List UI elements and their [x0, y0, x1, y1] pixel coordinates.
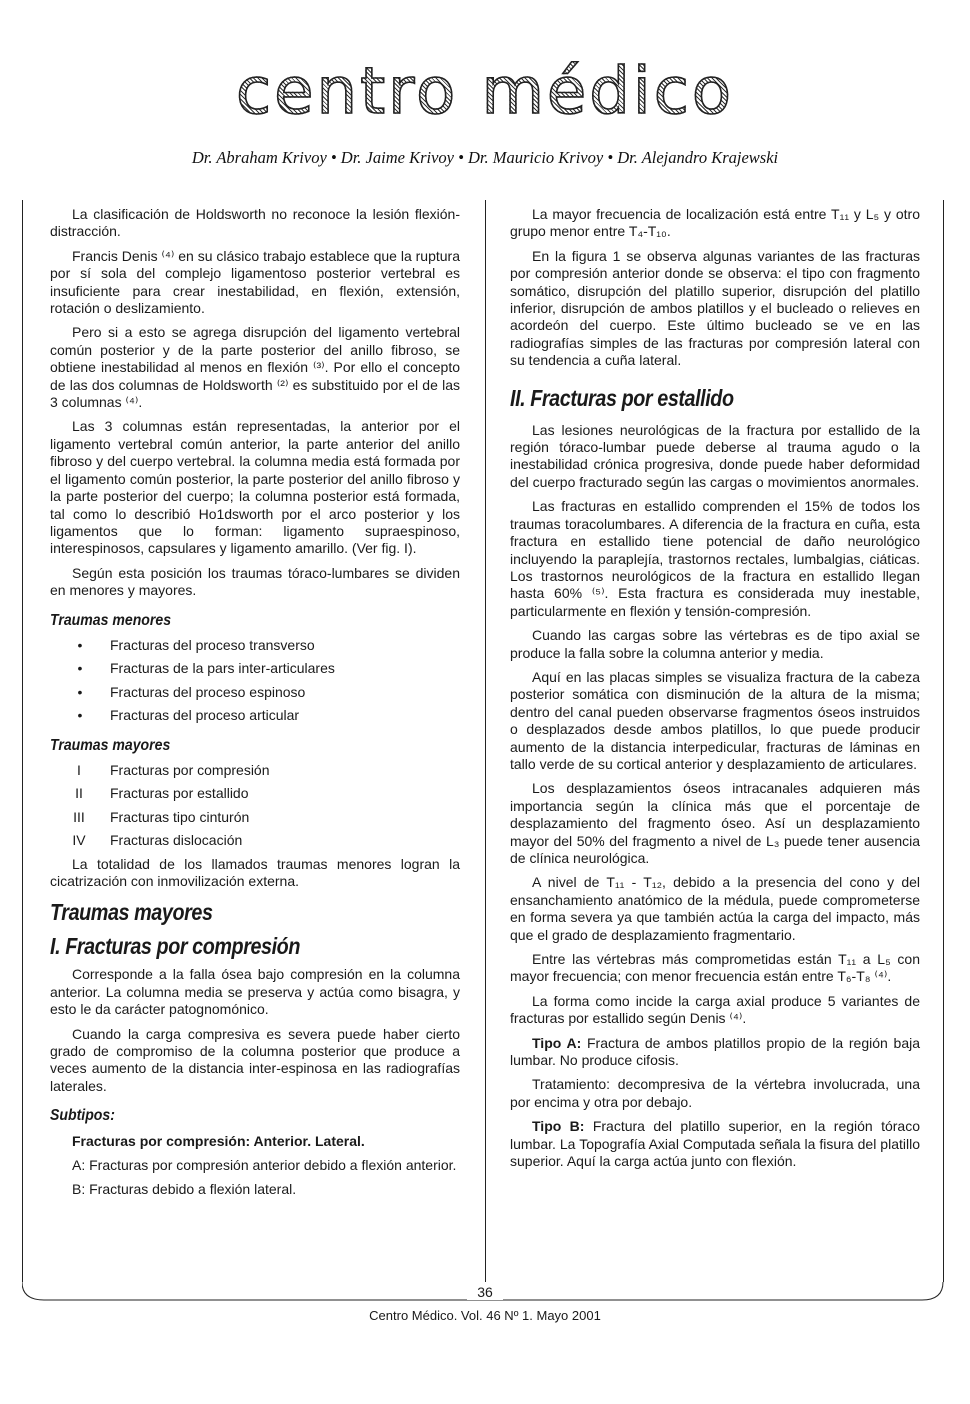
paragraph: Francis Denis ⁽⁴⁾ en su clásico trabajo establece que la ruptura por sí sola del complejo ligamentoso posterior vertebral es insuficiente para crear inestabilidad, en flexión, extensión, rotación o deslizamiento.	[50, 247, 460, 317]
list-item: • Fracturas de la pars inter-articulares	[50, 660, 460, 677]
paragraph: Fracturas por compresión: Anterior. Lateral.	[72, 1132, 365, 1149]
paragraph: La forma como incide la carga axial produce 5 variantes de fracturas por estallido según Denis ⁽⁴⁾.	[510, 992, 920, 1027]
paragraph: Las 3 columnas están representadas, la anterior por el ligamento vertebral común anterior, la parte anterior del anillo fibroso y del cuerpo vertebral. la columna media está formada por el ligamento común posterior, la parte posterior del anillo fibroso y la parte posterior del cuerpo; la columna posterior está formada, tal como lo describió Ho1dsworth por el arco posterior y los ligamentos que lo forman: ligamento supraespinoso, interespinosos, capsulares y ligamento amarillo. (Ver fig. I).	[50, 418, 460, 557]
bullet-marker: •	[77, 636, 83, 653]
list-item: • Fracturas del proceso articular	[50, 707, 460, 724]
left-column	[50, 206, 460, 1206]
journal-title: centro médico	[235, 55, 735, 129]
paragraph: Cuando las cargas sobre las vértebras es de tipo axial se produce la falla sobre la columna anterior y media.	[510, 627, 920, 661]
paragraph: Las lesiones neurológicas de la fractura por estallido de la región tóraco-lumbar puede deberse al trauma agudo o la inestabilidad crónica progresiva, donde puede haber deformidad del cuerpo fracturado según las cargas o movimientos anormales.	[510, 421, 920, 490]
author-line: Dr. Abraham Krivoy • Dr. Jaime Krivoy • Dr. Mauricio Krivoy • Dr. Alejandro Krajewski	[191, 148, 779, 167]
paragraph: Tratamiento: decompresiva de la vértebra involucrada, una por encima y otra por debajo.	[510, 1076, 920, 1110]
paragraph: Corresponde a la falla ósea bajo compresión en la columna anterior. La columna media se preserva y actúa como bisagra, y esto le da carácter patognomónico.	[50, 966, 460, 1018]
section-heading: Traumas menores	[50, 611, 172, 629]
paragraph: Las fracturas en estallido comprenden el 15% de todos los traumas toracolumbares. A diferencia de la fractura en cuña, esta fractura en estallido tiene potencial de daño neurológico incluyendo la paraplejía, trastornos rectales, lumbalgias, ciáticas. Los trastornos neurológicos de la fractura en estallido llegan hasta 60% ⁽⁵⁾. Esta fractura es considerada muy inestable, particularmente en flexión y tensión-compresión.	[510, 498, 920, 619]
major-trauma-list	[50, 762, 460, 850]
major-heading: I. Fracturas por compresión	[50, 933, 301, 960]
bullet-marker: •	[77, 707, 83, 724]
list-item: • Fracturas del proceso espinoso	[50, 684, 460, 701]
paragraph: La mayor frecuencia de localización está entre T₁₁ y L₅ y otro grupo menor entre T₄-T₁₀.	[510, 206, 920, 240]
list-item: • Fracturas del proceso transverso	[50, 637, 460, 654]
paragraph: A nivel de T₁₁ - T₁₂, debido a la presencia del cono y del ensanchamiento anatómico de la médula, puede comprometerse en forma severa ya que también actúa la carga del impacto, más que el grado de desplazamiento fragmentario.	[510, 874, 920, 943]
list-item: I Fracturas por compresión	[77, 761, 270, 778]
paragraph: Los desplazamientos óseos intracanales adquieren más importancia según la clínica más que el porcentaje de desplazamiento del fragmento óseo. Así un desplazamiento mayor del 50% del fragmento a nivel de L₃ puede tener ausencia de clínica neurológica.	[510, 780, 920, 866]
paragraph: Entre las vértebras más comprometidas están T₁₁ a L₅ con mayor frecuencia; con menor frecuencia están entre T₆-T₈ ⁽⁴⁾.	[510, 951, 920, 985]
column-divider	[485, 200, 486, 1282]
footer-citation: Centro Médico. Vol. 46 Nº 1. Mayo 2001	[369, 1308, 601, 1323]
major-heading: II. Fracturas por estallido	[510, 384, 734, 411]
paragraph: Tipo B: Fractura del platillo superior, en la región tóraco lumbar. La Topografía Axial Computada señala la fisura del platillo superior. Aquí la carga actúa junto con flexión.	[510, 1118, 920, 1170]
right-column	[510, 206, 920, 1178]
paragraph: Cuando la carga compresiva es severa puede haber cierto grado de compromiso de la columna posterior que produce a veces aumento de la distancia inter-espinosa en las radiografías laterales.	[50, 1025, 460, 1094]
paragraph: La totalidad de los llamados traumas menores logran la cicatrización con inmovilización externa.	[50, 855, 460, 889]
paragraph: B: Fracturas debido a flexión lateral.	[72, 1181, 297, 1198]
page-number: 36	[0, 1284, 970, 1300]
section-heading: Subtipos:	[50, 1107, 115, 1125]
paragraph: En la figura 1 se observa algunas variantes de las fracturas por compresión anterior donde se observa: el tipo con fragmento somático, disrupción del platillo superior, disrupción del platillo inferior, disrupción de ambos platillos y el bucleado o relieves en acordeón del cuerpo. Este último bucleado se ve en las radiografías simples de las fracturas por compresión lateral con su tendencia a cuña lateral.	[510, 247, 920, 369]
masthead	[0, 55, 970, 129]
paragraph: La clasificación de Holdsworth no reconoce la lesión flexión-distracción.	[50, 206, 460, 240]
paragraph: A: Fracturas por compresión anterior debido a flexión anterior.	[72, 1157, 457, 1174]
list-item: IV Fracturas dislocación	[72, 832, 243, 849]
type-label: Tipo A:	[532, 1034, 582, 1051]
minor-trauma-list	[50, 637, 460, 725]
section-heading: Traumas mayores	[50, 736, 171, 754]
left-frame-rule	[22, 200, 23, 1282]
paragraph: Pero si a esto se agrega disrupción del ligamento vertebral común posterior y de la parte posterior del anillo fibroso, se obtiene inestabilidad al menos en flexión ⁽³⁾. Por ello el concepto de las dos columnas de Holdsworth ⁽²⁾ es substituido por el de las 3 columnas ⁽⁴⁾.	[50, 324, 460, 411]
paragraph: Aquí en las placas simples se visualiza fractura de la cabeza posterior somática con disminución de la altura de la misma; dentro del canal pueden observarse fragmentos óseos instruidos o desplazados desde ambos platillos, lo que puede producir aumento de la distancia interpedicular, fracturas de láminas en tallo verde de su cortical anterior y desplazamiento de articulares.	[510, 668, 920, 772]
paragraph: Según esta posición los traumas tóraco-lumbares se dividen en menores y mayores.	[50, 564, 460, 599]
paragraph: Tipo A: Fractura de ambos platillos propio de la región baja lumbar. No produce cifosis.	[510, 1034, 921, 1069]
type-label: Tipo B:	[532, 1118, 585, 1135]
right-frame-rule	[943, 200, 944, 1282]
major-heading: Traumas mayores	[50, 899, 213, 926]
list-item: III Fracturas tipo cinturón	[73, 808, 250, 825]
list-item: II Fracturas por estallido	[75, 785, 249, 802]
bullet-marker: •	[77, 683, 83, 700]
bullet-marker: •	[77, 660, 83, 677]
